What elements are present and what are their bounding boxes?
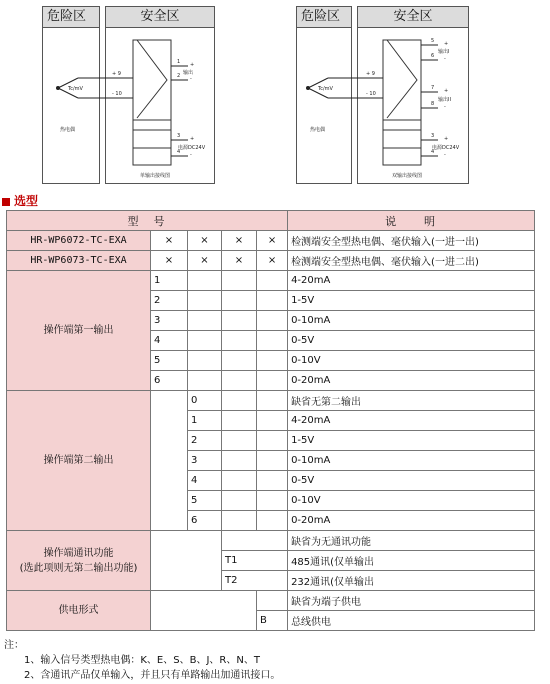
- table-row: [7, 531, 535, 551]
- header-description: 说 明: [288, 211, 535, 231]
- model-name: HR-WP6072-TC-EXA: [7, 231, 151, 251]
- output-label: 输出: [183, 70, 194, 76]
- table-row: [7, 271, 535, 291]
- option-description: 0-10mA: [288, 451, 535, 471]
- empty-cell: [257, 271, 288, 291]
- empty-cell: [151, 531, 222, 591]
- empty-cell: [222, 411, 257, 431]
- model-description: 检测端安全型热电偶、毫伏输入(一进一出): [288, 231, 535, 251]
- notes: [4, 638, 280, 683]
- power-pin-3: 3: [177, 133, 181, 139]
- output1-pin-6: 6: [431, 53, 435, 59]
- empty-cell: [257, 491, 288, 511]
- option-code: [257, 591, 288, 611]
- option-code: 3: [188, 451, 222, 471]
- empty-cell: [188, 291, 222, 311]
- table-row: [7, 251, 535, 271]
- output2-plus: +: [444, 88, 449, 94]
- wiring-lines-dual: [280, 0, 480, 190]
- output2-pin-7: 7: [431, 85, 435, 91]
- notes-title: 注：: [4, 640, 24, 651]
- model-name: HR-WP6073-TC-EXA: [7, 251, 151, 271]
- output1-pin-5: 5: [431, 38, 435, 44]
- power-pin-3: 3: [431, 133, 435, 139]
- cross-mark: ×: [188, 231, 222, 251]
- empty-cell: [257, 291, 288, 311]
- comm-label-main: 操作端通讯功能: [43, 547, 114, 559]
- cross-mark: ×: [151, 251, 188, 271]
- input-minus-pin: - 10: [366, 91, 376, 97]
- empty-cell: [222, 331, 257, 351]
- output1-plus: +: [444, 41, 449, 47]
- option-description: 总线供电: [288, 611, 535, 631]
- table-row: [7, 591, 535, 611]
- option-code: 2: [151, 291, 188, 311]
- empty-cell: [222, 391, 257, 411]
- section-title: [2, 192, 38, 209]
- danger-zone-label: 危险区: [297, 7, 351, 28]
- empty-cell: [222, 511, 257, 531]
- option-description: 0-20mA: [288, 371, 535, 391]
- power-plus: +: [444, 136, 449, 142]
- power-plus: +: [190, 136, 195, 142]
- safe-zone-label: 安全区: [358, 7, 468, 28]
- option-description: 1-5V: [288, 431, 535, 451]
- empty-cell: [188, 271, 222, 291]
- output2-pin-8: 8: [431, 101, 435, 107]
- option-description: 缺省无第二输出: [288, 391, 535, 411]
- sensor-label: Tc/mV: [68, 86, 83, 92]
- option-code: 0: [188, 391, 222, 411]
- cross-mark: ×: [257, 251, 288, 271]
- option-description: 0-10V: [288, 491, 535, 511]
- option-code: 5: [188, 491, 222, 511]
- empty-cell: [188, 371, 222, 391]
- table-row: [7, 391, 535, 411]
- danger-zone-label: 危险区: [43, 7, 99, 28]
- cross-mark: ×: [222, 231, 257, 251]
- option-code: B: [257, 611, 288, 631]
- selection-table: [6, 210, 535, 631]
- option-code: 2: [188, 431, 222, 451]
- power-pin-4: 4: [177, 149, 181, 155]
- sensor-label: Tc/mV: [318, 86, 333, 92]
- option-code: 3: [151, 311, 188, 331]
- empty-cell: [222, 311, 257, 331]
- option-description: 0-5V: [288, 471, 535, 491]
- empty-cell: [188, 351, 222, 371]
- option-description: 485通讯(仅单输出: [288, 551, 535, 571]
- header-model: 型 号: [7, 211, 288, 231]
- output-plus: +: [190, 62, 195, 68]
- option-description: 0-5V: [288, 331, 535, 351]
- output-minus: -: [190, 76, 192, 82]
- option-description: 0-10V: [288, 351, 535, 371]
- table-row: [7, 231, 535, 251]
- empty-cell: [151, 391, 188, 531]
- option-code: 4: [151, 331, 188, 351]
- option-code: T1: [222, 551, 288, 571]
- option-code: 5: [151, 351, 188, 371]
- note-line-1: 1、输入信号类型热电偶：K、E、S、B、J、R、N、T: [24, 655, 260, 666]
- group-first-output: 操作端第一输出: [7, 271, 151, 391]
- empty-cell: [188, 311, 222, 331]
- wiring-lines-single: [0, 0, 275, 190]
- empty-cell: [151, 591, 257, 631]
- empty-cell: [222, 371, 257, 391]
- empty-cell: [257, 411, 288, 431]
- cross-mark: ×: [151, 231, 188, 251]
- power-pin-4: 4: [431, 149, 435, 155]
- empty-cell: [188, 331, 222, 351]
- empty-cell: [257, 371, 288, 391]
- option-code: 1: [151, 271, 188, 291]
- empty-cell: [257, 471, 288, 491]
- option-code: T2: [222, 571, 288, 591]
- table-header-row: [7, 211, 535, 231]
- option-description: 232通讯(仅单输出: [288, 571, 535, 591]
- empty-cell: [222, 351, 257, 371]
- output-pin-2: 2: [177, 73, 181, 79]
- output2-minus: -: [444, 104, 446, 110]
- empty-cell: [257, 311, 288, 331]
- comm-label-note: (选此项则无第二输出功能): [19, 562, 138, 574]
- thermocouple-caption: 热电偶: [310, 127, 326, 133]
- group-communication: [7, 531, 151, 591]
- section-marker-icon: [2, 198, 10, 206]
- option-code: 6: [188, 511, 222, 531]
- input-plus-pin: + 9: [366, 71, 375, 77]
- empty-cell: [222, 431, 257, 451]
- empty-cell: [257, 391, 288, 411]
- model-description: 检测端安全型热电偶、毫伏输入(一进二出): [288, 251, 535, 271]
- empty-cell: [257, 431, 288, 451]
- power-minus: -: [190, 152, 192, 158]
- cross-mark: ×: [222, 251, 257, 271]
- option-code: 6: [151, 371, 188, 391]
- group-second-output: 操作端第二输出: [7, 391, 151, 531]
- empty-cell: [222, 491, 257, 511]
- option-description: 缺省为无通讯功能: [288, 531, 535, 551]
- input-plus-pin: + 9: [112, 71, 121, 77]
- option-description: 1-5V: [288, 291, 535, 311]
- diagram-caption: 单输出接线图: [140, 173, 171, 179]
- empty-cell: [222, 291, 257, 311]
- cross-mark: ×: [188, 251, 222, 271]
- empty-cell: [257, 331, 288, 351]
- option-code: 1: [188, 411, 222, 431]
- output1-label: 输出I: [438, 49, 450, 55]
- power-label: 电源DC24V: [432, 145, 460, 151]
- input-minus-pin: - 10: [112, 91, 122, 97]
- section-title-text: 选型: [14, 194, 39, 208]
- cross-mark: ×: [257, 231, 288, 251]
- group-power-supply: 供电形式: [7, 591, 151, 631]
- output1-minus: -: [444, 56, 446, 62]
- empty-cell: [257, 351, 288, 371]
- option-description: 0-20mA: [288, 511, 535, 531]
- empty-cell: [222, 471, 257, 491]
- option-code: 4: [188, 471, 222, 491]
- empty-cell: [222, 271, 257, 291]
- option-description: 0-10mA: [288, 311, 535, 331]
- empty-cell: [257, 511, 288, 531]
- empty-cell: [222, 451, 257, 471]
- output2-label: 输出II: [438, 97, 451, 103]
- thermocouple-caption: 热电偶: [60, 127, 76, 133]
- option-description: 4-20mA: [288, 271, 535, 291]
- empty-cell: [257, 451, 288, 471]
- output-pin-1: 1: [177, 59, 181, 65]
- option-description: 4-20mA: [288, 411, 535, 431]
- diagram-caption: 双输出接线图: [392, 173, 423, 179]
- option-code: [222, 531, 288, 551]
- power-label: 电源DC24V: [178, 145, 206, 151]
- note-line-2: 2、含通讯产品仅单输入，并且只有单路输出加通讯接口。: [24, 670, 281, 681]
- safe-zone-label: 安全区: [106, 7, 214, 28]
- option-description: 缺省为端子供电: [288, 591, 535, 611]
- power-minus: -: [444, 152, 446, 158]
